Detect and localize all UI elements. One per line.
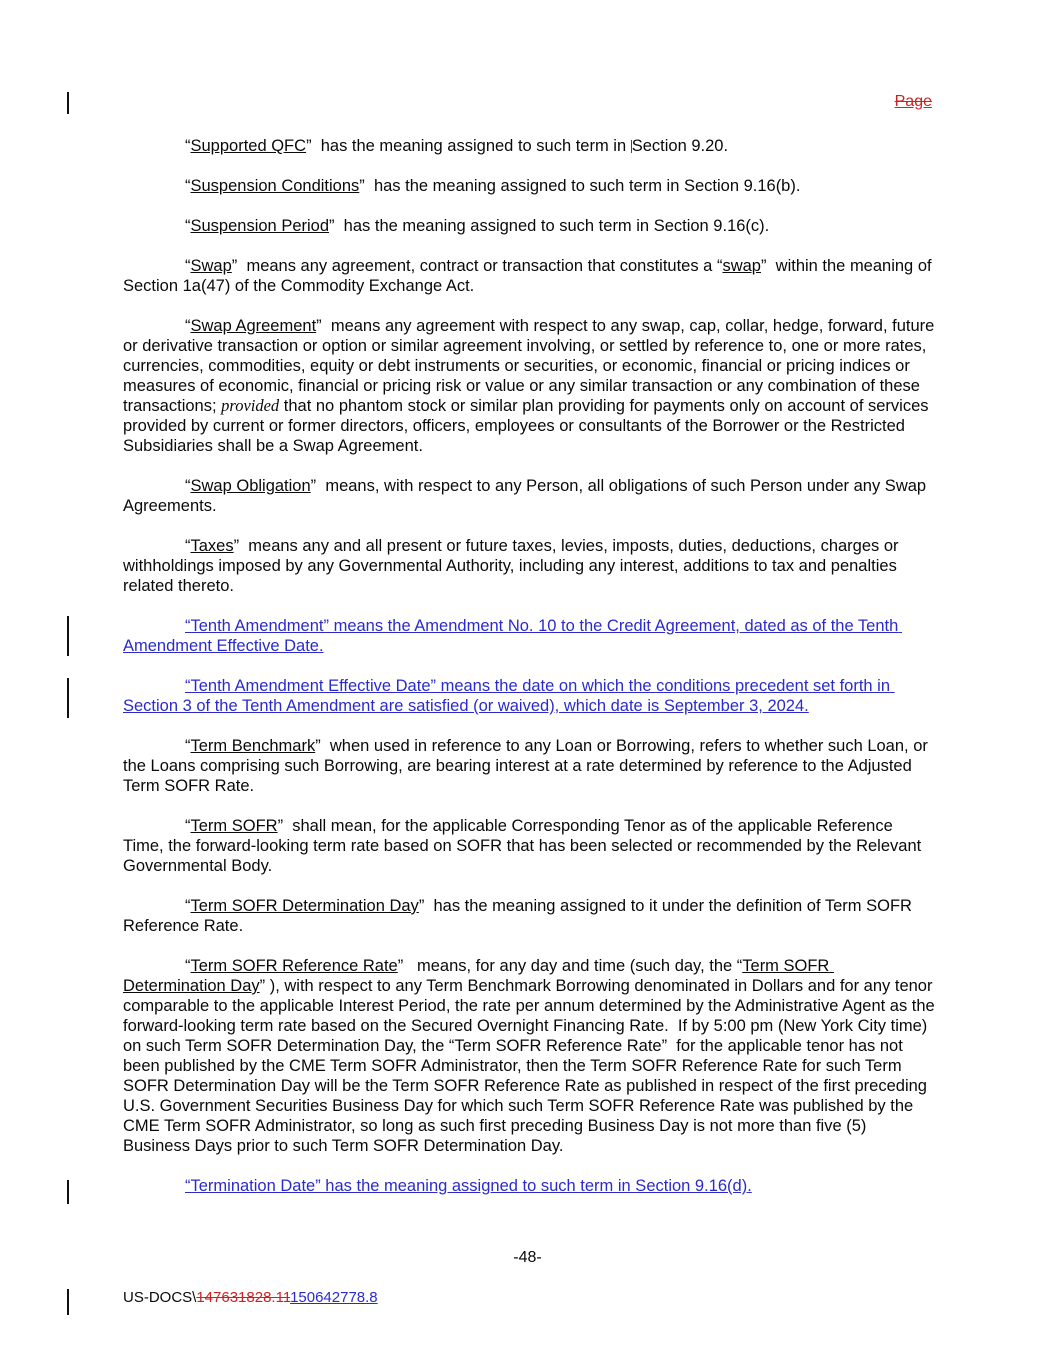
paragraph-text: “: [185, 817, 191, 835]
paragraph-text: “: [185, 177, 191, 195]
defined-term: Term SOFR Determination Day: [123, 957, 834, 995]
defined-term: Swap: [190, 257, 232, 275]
definition-paragraph: [123, 256, 935, 296]
paragraph-text: ” has the meaning assigned to such term in Section 9.16(b).: [359, 177, 801, 195]
defined-term: Term SOFR: [190, 817, 278, 835]
paragraph-text: “: [185, 477, 191, 495]
defined-term: Term SOFR Reference Rate: [190, 957, 398, 975]
definition-paragraph: [123, 816, 935, 876]
paragraph-text: ” has the meaning assigned to such term in Section 9.16(c).: [329, 217, 770, 235]
paragraph-text: “Tenth Amendment Effective Date” means the date on which the conditions precedent set forth in Section 3 of the Tenth Amendment are satisfied (or waived), which date is September 3, 2024.: [123, 677, 895, 715]
paragraph-text: ” means, with respect to any Person, all obligations of such Person under any Swap Agreements.: [123, 477, 930, 515]
defined-term: Taxes: [190, 537, 234, 555]
paragraph-text: “: [185, 137, 191, 155]
defined-term: Suspension Period: [190, 217, 330, 235]
doc-id-inserted: 150642778.8: [290, 1289, 378, 1306]
paragraph-text: ” ), with respect to any Term Benchmark Borrowing denominated in Dollars and for any tenor comparable to the applicable Interest Period, the rate per annum determined by the Administrative Agent as the forward-looking term rate based on the Secured Overnight Financing Rate. If by 5:00 pm (New York City time) on such Term SOFR Determination Day, the “Term SOFR Reference Rate” for the applicable tenor has not been published by the CME Term SOFR Administrator, then the Term SOFR Reference Rate for such Term SOFR Determination Day will be the Term SOFR Reference Rate as published in respect of the first preceding U.S. Government Securities Business Day for which such Term SOFR Reference Rate was published by the CME Term SOFR Administrator, so long as such first preceding Business Day is not more than five (5) Business Days prior to such Term SOFR Determination Day.: [123, 977, 940, 1155]
change-bar: [67, 616, 69, 656]
paragraph-text: ” means any and all present or future taxes, levies, imposts, duties, deductions, charges or withholdings imposed by any Governmental Authority, including any interest, additions to tax and penalties related thereto.: [123, 537, 904, 595]
definition-paragraph: [123, 956, 940, 1156]
defined-term: swap: [722, 257, 761, 275]
definition-paragraph: [123, 216, 935, 236]
paragraph-text: “: [185, 737, 191, 755]
paragraph-text: ” has the meaning assigned to such term in: [306, 137, 631, 155]
paragraph-text: “: [185, 317, 191, 335]
definition-paragraph: [123, 136, 935, 156]
page-number: -48-: [513, 1249, 542, 1266]
defined-term: Suspension Conditions: [190, 177, 360, 195]
paragraph-text: ” means any agreement with respect to any swap, cap, collar, hedge, forward, future or derivative transaction or option or similar agreement involving, or settled by reference to, one or more rates, currencies, commodities, equity or debt instruments or securities, or economic, financial or pricing indices or measures of economic, financial or pricing risk or value or any similar transaction or any combination of these transactions;: [123, 317, 939, 415]
change-bar: [67, 678, 69, 718]
paragraph-text: ” within the meaning of Section 1a(47) of the Commodity Exchange Act.: [123, 257, 937, 295]
inserted-definition-paragraph: [123, 616, 935, 656]
definition-paragraph: [123, 476, 935, 516]
document-body: [123, 136, 940, 1216]
defined-term: Supported QFC: [190, 137, 307, 155]
paragraph-text: “: [185, 217, 191, 235]
paragraph-text: ” when used in reference to any Loan or Borrowing, refers to whether such Loan, or the Loans comprising such Borrowing, are bearing interest at a rate determined by reference to the Adjusted Term SOFR Rate.: [123, 737, 933, 795]
paragraph-text: that no phantom stock or similar plan providing for payments only on account of services provided by current or former directors, officers, employees or consultants of the Borrower or the Restricted Subsidiaries shall be a Swap Agreement.: [123, 397, 934, 455]
doc-id-footer: [123, 1289, 378, 1306]
page-header: [895, 93, 932, 111]
change-bar: [67, 92, 69, 114]
definition-paragraph: [123, 176, 935, 196]
paragraph-text: “: [185, 537, 191, 555]
definition-paragraph: [123, 736, 935, 796]
defined-term: Swap Obligation: [190, 477, 311, 495]
inserted-definition-paragraph: [123, 676, 935, 716]
proviso-word: provided: [221, 396, 280, 415]
paragraph-text: “: [185, 897, 191, 915]
defined-term: Swap Agreement: [190, 317, 317, 335]
definition-paragraph: [123, 536, 935, 596]
paragraph-text: ” means any agreement, contract or transaction that constitutes a “: [231, 257, 723, 275]
defined-term: Term SOFR Determination Day: [190, 897, 419, 915]
defined-term: Term Benchmark: [190, 737, 316, 755]
deleted-page-field: Page: [894, 93, 932, 110]
paragraph-text: ” shall mean, for the applicable Corresponding Tenor as of the applicable Reference Time, the forward-looking term rate based on SOFR that has been selected or recommended by the Relevant Governmental Body.: [123, 817, 926, 875]
doc-id-deleted: 147631828.11: [196, 1289, 291, 1306]
paragraph-text: “Termination Date” has the meaning assigned to such term in Section 9.16(d).: [185, 1177, 752, 1195]
paragraph-text: “: [185, 257, 191, 275]
change-bar: [67, 1289, 69, 1315]
definition-paragraph: [123, 896, 935, 936]
change-bar: [67, 1180, 69, 1204]
paragraph-text: ” means, for any day and time (such day, the “: [397, 957, 743, 975]
definition-paragraph: [123, 316, 939, 456]
paragraph-text: “: [185, 957, 191, 975]
paragraph-text: ” has the meaning assigned to it under the definition of Term SOFR Reference Rate.: [123, 897, 917, 935]
inserted-definition-paragraph: [123, 1176, 935, 1196]
doc-id-prefix: US-DOCS\: [123, 1289, 197, 1306]
paragraph-text: Section 9.20.: [631, 137, 729, 155]
paragraph-text: “Tenth Amendment” means the Amendment No. 10 to the Credit Agreement, dated as of the Tenth Amendment Effective Date.: [123, 617, 902, 655]
